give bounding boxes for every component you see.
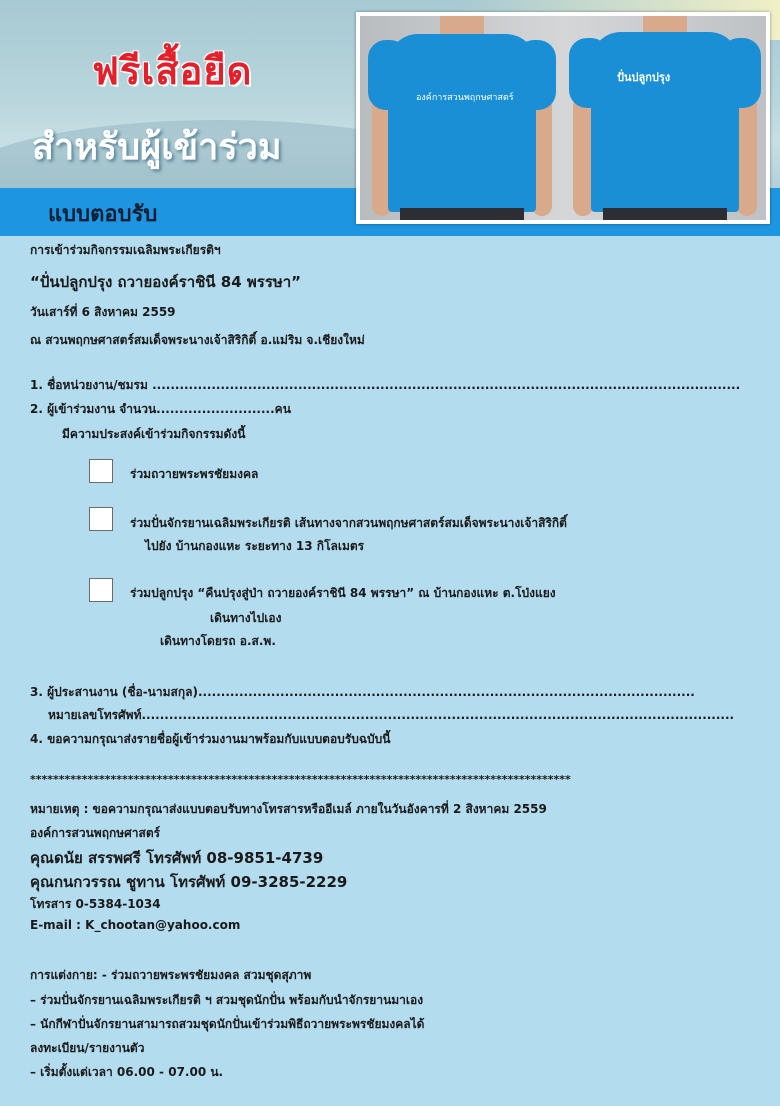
contact-2: คุณกนกวรรณ ชูทาน โทรศัพท์ 09-3285-2229 (30, 873, 348, 891)
email-address: E-mail : K_chootan@yahoo.com (30, 918, 241, 932)
send-names-note: 4. ขอความกรุณาส่งรายชื่อผู้เข้าร่วมงานมาพร้อมกับแบบตอบรับฉบับนี้ (30, 732, 391, 746)
travel-bus: เดินทางโดยรถ อ.ส.พ. (160, 634, 276, 648)
registration-time: – เริ่มตั้งแต่เวลา 06.00 - 07.00 น. (30, 1065, 224, 1079)
fax-number: โทรสาร 0-5384-1034 (30, 897, 161, 911)
option-cycling-route: ไปยัง บ้านกองแหะ ระยะทาง 13 กิโลเมตร (145, 539, 365, 553)
travel-self: เดินทางไปเอง (210, 611, 282, 625)
intro-line: การเข้าร่วมกิจกรรมเฉลิมพระเกียรติฯ (30, 243, 221, 257)
field-phone[interactable]: หมายเลขโทรศัพท์.................................................................................................................................. (48, 708, 735, 722)
option-blessing-label: ร่วมถวายพระพรชัยมงคล (130, 467, 259, 481)
checkbox-blessing[interactable] (89, 459, 113, 483)
checkbox-cycling[interactable] (89, 507, 113, 531)
field-coordinator[interactable]: 3. ผู้ประสานงาน (ชื่อ-นามสกุล)............................................................................................................. (30, 685, 695, 699)
option-cycling-label: ร่วมปั่นจักรยานเฉลิมพระเกียรติ เส้นทางจากสวนพฤกษศาสตร์สมเด็จพระนางเจ้าสิริกิติ์ (130, 516, 567, 530)
contact-1: คุณดนัย สรรพศรี โทรศัพท์ 08-9851-4739 (30, 849, 324, 867)
note-line: หมายเหตุ : ขอความกรุณาส่งแบบตอบรับทางโทรสารหรืออีเมล์ ภายในวันอังคารที่ 2 สิงหาคม 2559 (30, 802, 547, 816)
event-venue: ณ สวนพฤกษศาสตร์สมเด็จพระนางเจ้าสิริกิติ์ อ.แม่ริม จ.เชียงใหม่ (30, 333, 365, 347)
activities-intro: มีความประสงค์เข้าร่วมกิจกรรมดังนี้ (62, 427, 246, 441)
organization-name: องค์การสวนพฤกษศาสตร์ (30, 826, 161, 840)
dress-code-line-1: การแต่งกาย: - ร่วมถวายพระพรชัยมงคล สวมชุดสุภาพ (30, 968, 312, 982)
option-planting-label: ร่วมปลูกปรุง “คืนปรุงสู่ป่า ถวายองค์ราชินี 84 พรรษา” ณ บ้านกองแหะ ต.โป่งแยง (130, 586, 556, 600)
reply-form-title: แบบตอบรับ (48, 202, 158, 227)
field-organization[interactable]: 1. ชื่อหน่วยงาน/ชมรม ................................................................................................................................. (30, 378, 741, 392)
registration-title: ลงทะเบียน/รายงานตัว (30, 1041, 145, 1055)
dress-code-line-3: – นักกีฬาปั่นจักรยานสามารถสวมชุดนักปั่นเข้าร่วมพิธีถวายพระพรชัยมงคลได้ (30, 1017, 425, 1031)
field-participant-count[interactable]: 2. ผู้เข้าร่วมงาน จำนวน..........................คน (30, 402, 291, 416)
headline-free-tshirt: ฟรีเสื้อยืด (92, 49, 253, 93)
checkbox-planting[interactable] (89, 578, 113, 602)
event-date: วันเสาร์ที่ 6 สิงหาคม 2559 (30, 305, 176, 319)
separator: ********************************************************************************************** (30, 773, 571, 786)
event-name: “ปั่นปลูกปรุง ถวายองค์ราชินี 84 พรรษา” (30, 273, 302, 291)
headline-for-participants: สำหรับผู้เข้าร่วม (32, 127, 282, 168)
dress-code-line-2: – ร่วมปั่นจักรยานเฉลิมพระเกียรติ ฯ สวมชุดนักปั่น พร้อมกับนำจักรยานมาเอง (30, 993, 424, 1007)
front-print-text: องค์การสวนพฤกษศาสตร์ (416, 93, 514, 103)
back-print-text: ปั่นปลูกปรุง (617, 71, 671, 84)
